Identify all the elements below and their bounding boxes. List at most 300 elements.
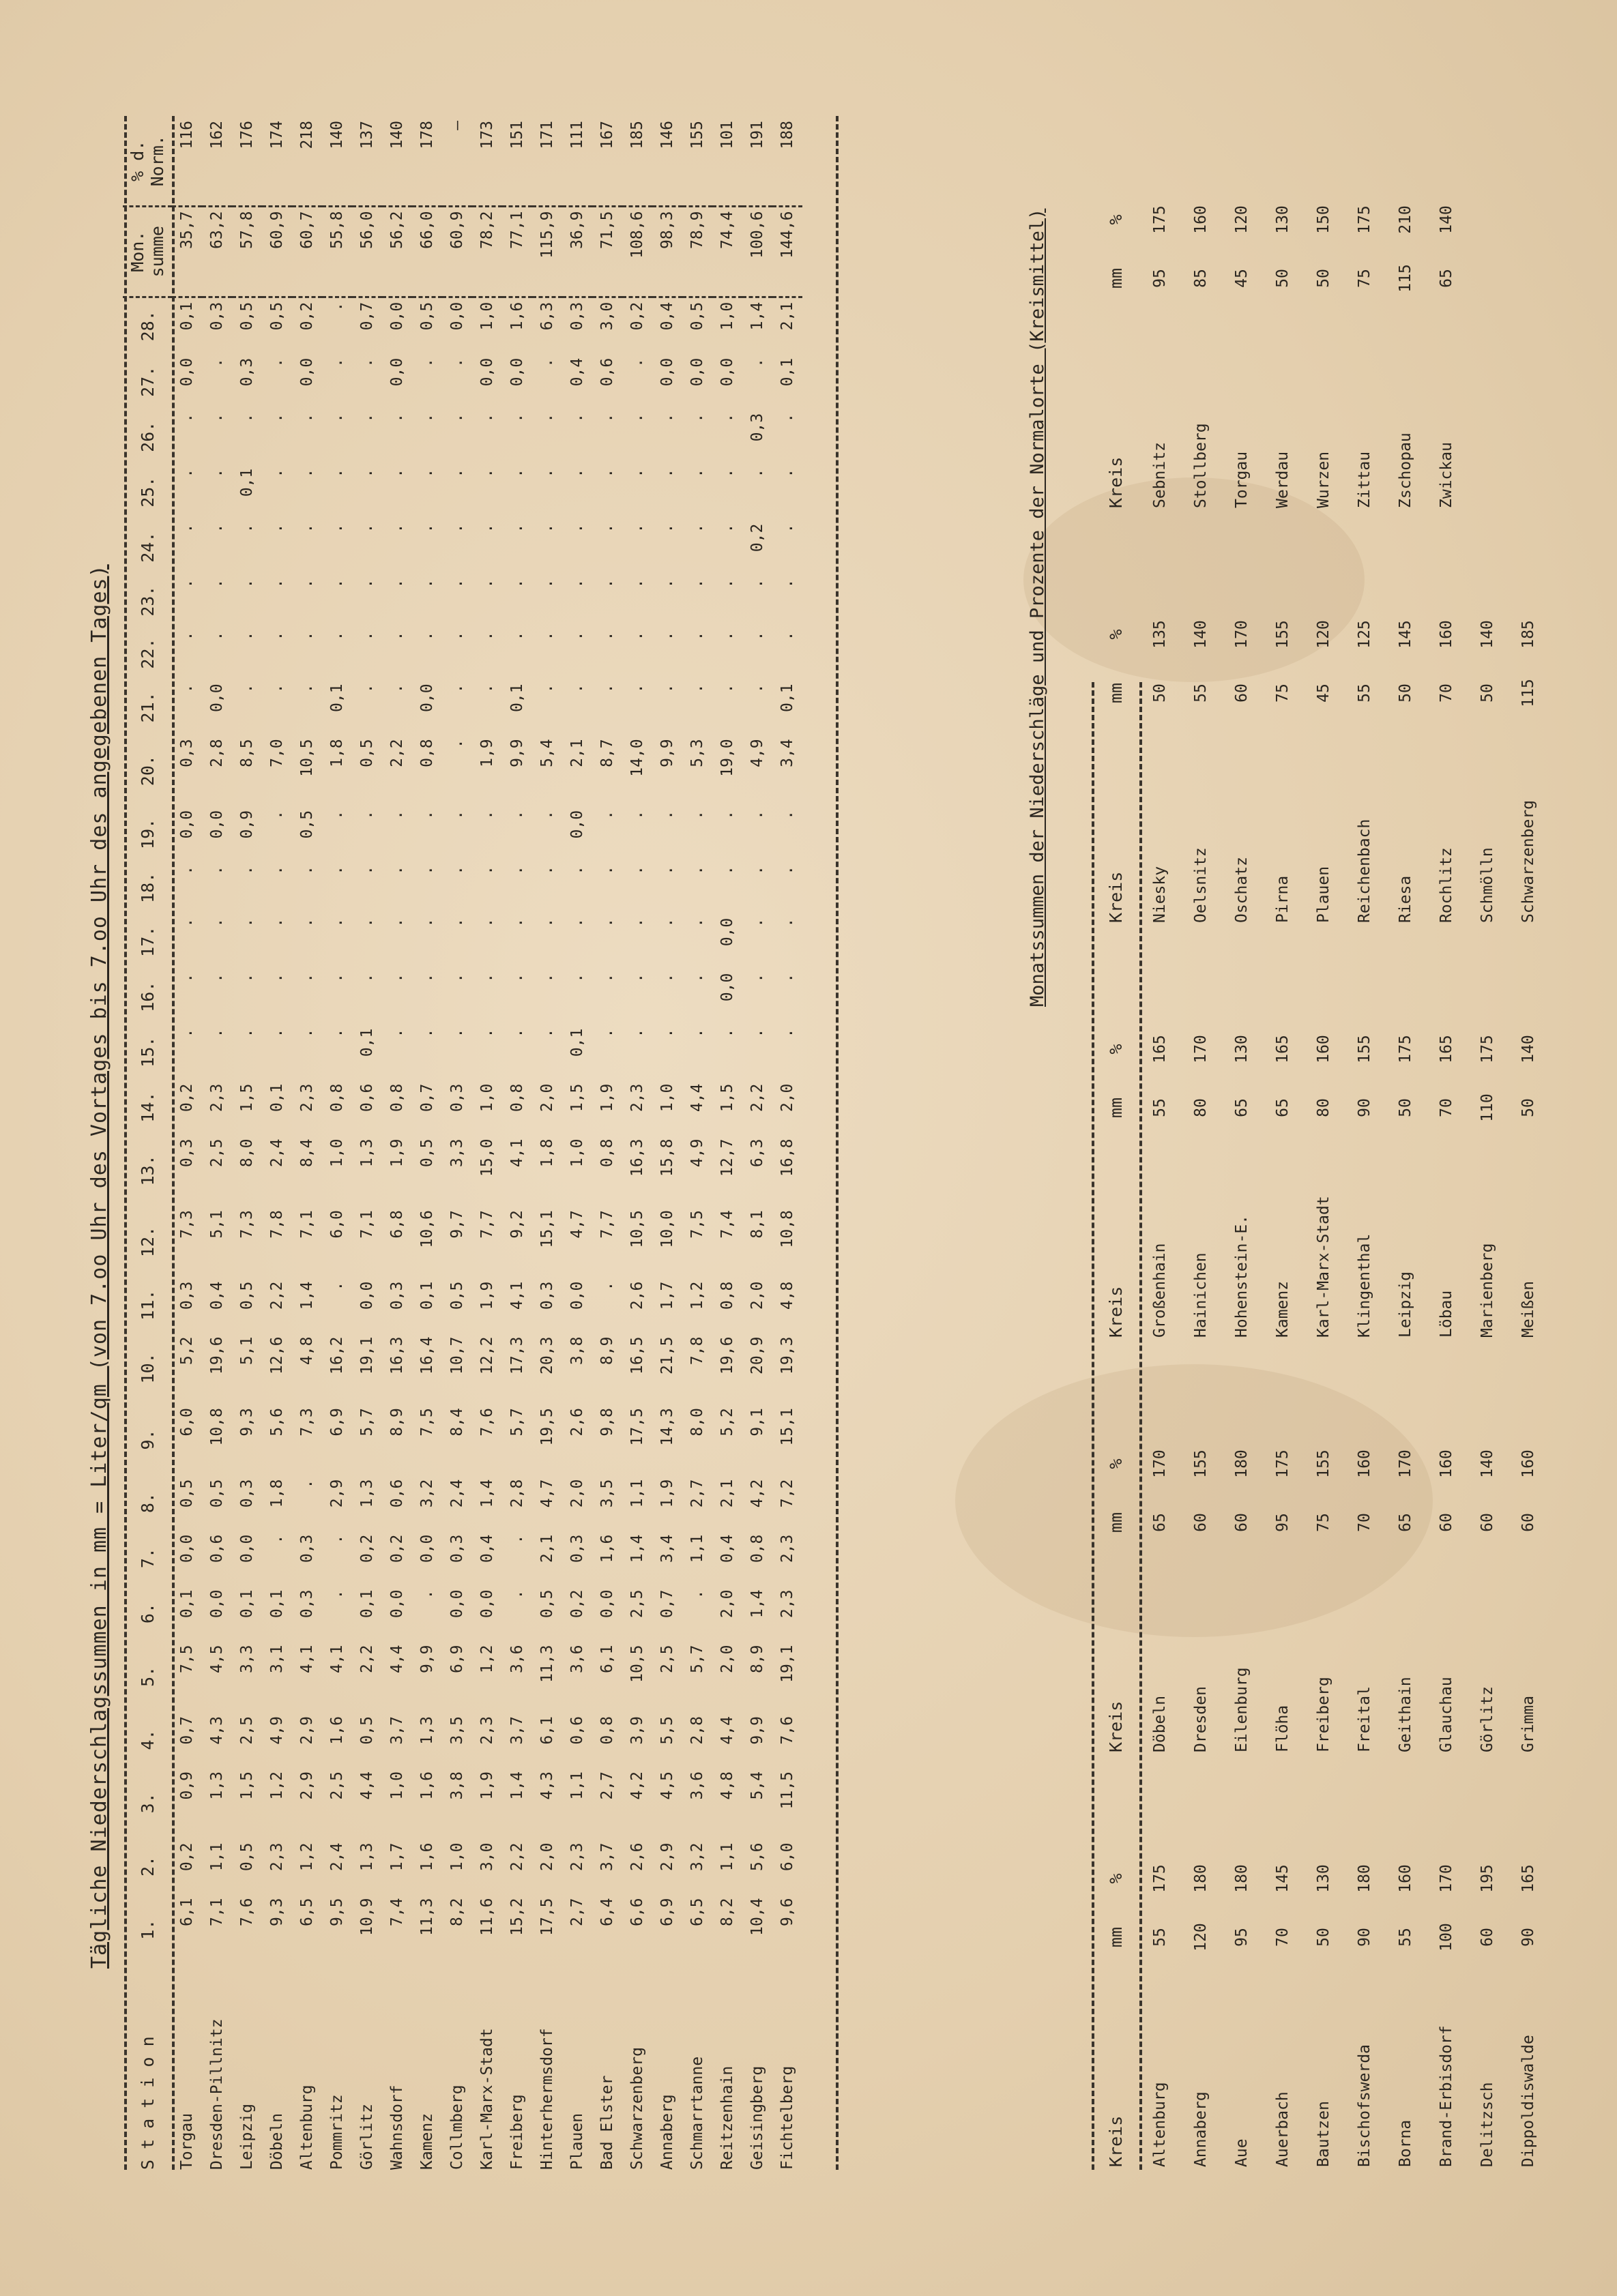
daily-value: 0,8: [388, 1083, 406, 1113]
daily-value: .: [328, 413, 346, 423]
daily-value: .: [748, 917, 766, 928]
daily-value: 0,8: [508, 1083, 526, 1113]
daily-value: .: [448, 810, 466, 820]
daily-value: .: [178, 917, 196, 928]
daily-value: .: [478, 1028, 496, 1038]
kreis-percent: 160: [1438, 1449, 1455, 1478]
daily-value: 2,4: [328, 1842, 346, 1872]
kreis-mm: 95: [1274, 1513, 1292, 1532]
daily-value: 19,3: [778, 1336, 796, 1374]
daily-value: .: [328, 1028, 346, 1038]
daily-value: .: [658, 973, 676, 983]
daily-value: 3,2: [418, 1479, 436, 1508]
daily-value: 1,7: [658, 1281, 676, 1310]
daily-value: 3,8: [448, 1771, 466, 1800]
kreis-mm: 55: [1192, 683, 1210, 703]
norm-header: mm: [1105, 1512, 1126, 1533]
kreis-name: Großenhain: [1151, 1243, 1169, 1338]
daily-value: .: [448, 523, 466, 533]
kreis-percent: 170: [1233, 620, 1251, 649]
daily-value: 0,1: [568, 1028, 586, 1057]
column-gap: [1467, 926, 1508, 1020]
station-name: Bad Elster: [598, 2075, 616, 2170]
daily-value: 3,9: [628, 1716, 646, 1745]
daily-value: 0,4: [568, 357, 586, 387]
station-name: Schwarzenberg: [628, 2046, 646, 2170]
daily-value: 10,8: [208, 1408, 226, 1446]
header-day: 26.: [137, 421, 158, 452]
table-row: [682, 117, 712, 2170]
kreis-name: Oelsnitz: [1192, 847, 1210, 923]
daily-value: .: [538, 631, 556, 641]
kreis-mm: [1467, 249, 1508, 308]
daily-value: 0,0: [598, 1589, 616, 1619]
column-gap: [1092, 926, 1139, 1020]
daily-value: 10,4: [748, 1898, 766, 1936]
daily-value: .: [538, 413, 556, 423]
kreis-mm: 50: [1478, 683, 1496, 703]
daily-value: .: [658, 631, 676, 641]
header-day: 7.: [137, 1548, 158, 1569]
daily-value: 19,5: [538, 1408, 556, 1446]
station-name: Hinterhermsdorf: [538, 2028, 556, 2170]
column-gap: [1385, 1340, 1426, 1434]
daily-value: .: [658, 578, 676, 589]
monthly-sum: 78,2: [472, 206, 502, 297]
column-gap: [1092, 511, 1139, 605]
monthly-sum: 98,3: [652, 206, 682, 297]
daily-value: 0,5: [538, 1589, 556, 1619]
daily-table-body: [172, 117, 802, 2170]
header-day: 15.: [137, 1036, 158, 1068]
column-gap: [1426, 511, 1467, 605]
percent-of-norm: 146: [652, 117, 682, 206]
percent-of-norm: 116: [172, 117, 202, 206]
daily-value: 0,2: [178, 1083, 196, 1113]
daily-value: 9,2: [508, 1210, 526, 1239]
column-gap: [1385, 511, 1426, 605]
table-row: [322, 117, 352, 2170]
kreis-name: Döbeln: [1151, 1695, 1169, 1752]
kreis-mm: 50: [1274, 269, 1292, 288]
daily-value: 7,2: [778, 1479, 796, 1508]
kreis-name: Klingenthal: [1356, 1233, 1373, 1338]
station-name: Leipzig: [238, 2104, 256, 2170]
kreis-name: Oschatz: [1233, 857, 1251, 923]
table-row: [202, 117, 232, 2170]
daily-value: .: [778, 973, 796, 983]
column-gap: [1344, 1755, 1385, 1849]
daily-value: .: [178, 578, 196, 589]
kreis-name: Eilenburg: [1233, 1667, 1251, 1752]
daily-value: 7,3: [298, 1408, 316, 1437]
daily-value: .: [568, 973, 586, 983]
daily-value: 0,1: [778, 683, 796, 712]
kreis-name: Annaberg: [1192, 2091, 1210, 2167]
column-gap: [1180, 926, 1221, 1020]
daily-value: 0,3: [448, 1083, 466, 1113]
page-title: Tägliche Niederschlagssummen in mm = Liter/qm (von 7.oo Uhr des Vortages bis 7.oo Uhr des angegebenen Tages): [87, 564, 111, 1969]
daily-value: 4,1: [508, 1281, 526, 1310]
daily-value: .: [418, 917, 436, 928]
kreis-mm: 70: [1356, 1513, 1373, 1532]
daily-value: .: [418, 357, 436, 368]
kreis-mm: 100: [1438, 1923, 1455, 1952]
kreis-percent: 175: [1274, 1449, 1292, 1478]
daily-value: .: [658, 683, 676, 694]
header-monthly-sum: [123, 206, 172, 297]
daily-value: 4,5: [208, 1645, 226, 1674]
daily-value: 8,9: [748, 1645, 766, 1674]
kreis-mm: 65: [1397, 1513, 1414, 1532]
kreis-percent: 130: [1315, 1864, 1332, 1893]
monthly-sum: 74,4: [712, 206, 742, 297]
daily-value: 1,6: [418, 1771, 436, 1800]
daily-value: 4,4: [718, 1716, 736, 1745]
daily-value: 0,1: [418, 1281, 436, 1310]
daily-value: .: [418, 413, 436, 423]
daily-value: 6,1: [538, 1716, 556, 1745]
daily-value: 0,1: [508, 683, 526, 712]
kreis-percent: 135: [1151, 620, 1169, 649]
column-gap: [1385, 1755, 1426, 1849]
header-day: 6.: [137, 1602, 158, 1624]
percent-of-norm: 188: [772, 117, 802, 206]
daily-value: 0,0: [178, 357, 196, 387]
percent-of-norm: 167: [592, 117, 622, 206]
daily-value: 2,3: [208, 1083, 226, 1113]
column-gap: [1139, 1755, 1180, 1849]
kreis-name: Hainichen: [1192, 1252, 1210, 1338]
daily-value: .: [598, 683, 616, 694]
daily-value: 7,4: [718, 1210, 736, 1239]
daily-value: .: [688, 1589, 706, 1600]
daily-value: .: [238, 865, 256, 875]
kreis-mm: 65: [1274, 1098, 1292, 1117]
daily-value: 12,7: [718, 1138, 736, 1177]
daily-value: .: [298, 1028, 316, 1038]
daily-value: .: [748, 578, 766, 589]
daily-value: 4,1: [328, 1645, 346, 1674]
header-day: 25.: [137, 476, 158, 507]
daily-value: .: [688, 973, 706, 983]
kreis-percent: 175: [1151, 1864, 1169, 1893]
monthly-sum: 108,6: [622, 206, 652, 297]
kreis-percent: 195: [1478, 1864, 1496, 1893]
norm-header: %: [1105, 1044, 1126, 1055]
daily-value: 1,0: [658, 1083, 676, 1113]
kreis-name: Freiberg: [1315, 1677, 1332, 1752]
daily-value: 0,4: [208, 1281, 226, 1310]
daily-value: 0,0: [388, 1589, 406, 1619]
daily-value: 0,9: [178, 1771, 196, 1800]
daily-value: .: [178, 865, 196, 875]
daily-value: 0,5: [238, 1281, 256, 1310]
daily-value: 2,0: [748, 1281, 766, 1310]
daily-value: .: [268, 973, 286, 983]
daily-value: .: [208, 917, 226, 928]
daily-value: 0,0: [298, 357, 316, 387]
daily-value: 4,9: [688, 1138, 706, 1168]
daily-value: .: [718, 468, 736, 478]
daily-value: 6,3: [748, 1138, 766, 1168]
daily-value: 12,6: [268, 1336, 286, 1374]
daily-value: 0,5: [688, 301, 706, 331]
daily-value: .: [418, 578, 436, 589]
daily-value: 0,5: [358, 1716, 376, 1745]
daily-value: 1,9: [658, 1479, 676, 1508]
kreis-mm: 60: [1192, 1513, 1210, 1532]
daily-value: 4,2: [628, 1771, 646, 1800]
daily-value: .: [538, 865, 556, 875]
daily-value: .: [508, 973, 526, 983]
daily-value: 5,4: [538, 739, 556, 767]
daily-value: .: [778, 1028, 796, 1038]
daily-value: .: [358, 413, 376, 423]
column-gap: [1344, 511, 1385, 605]
daily-value: .: [628, 413, 646, 423]
daily-value: 4,8: [778, 1281, 796, 1310]
daily-value: 11,3: [538, 1645, 556, 1683]
column-gap: [1180, 1755, 1221, 1849]
daily-value: 3,0: [598, 301, 616, 331]
daily-value: .: [388, 810, 406, 820]
daily-value: .: [268, 865, 286, 875]
daily-value: .: [298, 578, 316, 589]
daily-value: 0,1: [358, 1028, 376, 1057]
daily-value: 2,6: [628, 1842, 646, 1872]
daily-value: 7,5: [688, 1210, 706, 1239]
kreis-percent: 170: [1438, 1864, 1455, 1893]
header-percent: Norm.: [147, 135, 167, 187]
column-gap: [1426, 1340, 1467, 1434]
daily-value: .: [238, 683, 256, 694]
kreis-name: Kamenz: [1274, 1280, 1292, 1338]
header-day: 1.: [137, 1919, 158, 1940]
daily-value: .: [328, 1281, 346, 1291]
daily-value: .: [328, 865, 346, 875]
daily-value: 0,8: [328, 1083, 346, 1113]
daily-value: .: [208, 631, 226, 641]
column-gap: [1344, 1340, 1385, 1434]
daily-value: 0,5: [268, 301, 286, 331]
daily-value: 6,0: [778, 1842, 796, 1872]
kreis-name: Auerbach: [1274, 2091, 1292, 2167]
norm-header: %: [1105, 1458, 1126, 1469]
table-row: [502, 117, 532, 2170]
monthly-sum: 55,8: [322, 206, 352, 297]
kreis-mm: 65: [1151, 1513, 1169, 1532]
station-name: Reitzenhain: [718, 2065, 736, 2170]
kreis-percent: 170: [1397, 1449, 1414, 1478]
daily-value: 0,3: [538, 1281, 556, 1310]
daily-value: 15,8: [658, 1138, 676, 1177]
header-day: 23.: [137, 585, 158, 617]
daily-value: 9,9: [658, 739, 676, 767]
daily-value: 0,4: [718, 1534, 736, 1563]
daily-value: 3,5: [448, 1716, 466, 1745]
daily-value: .: [598, 917, 616, 928]
daily-value: 0,1: [178, 1589, 196, 1619]
daily-value: 6,8: [388, 1210, 406, 1239]
station-name: Döbeln: [268, 2113, 286, 2170]
daily-value: 7,7: [598, 1210, 616, 1239]
daily-value: 4,2: [748, 1479, 766, 1508]
daily-value: .: [358, 357, 376, 368]
daily-value: 0,0: [568, 1281, 586, 1310]
daily-value: 15,2: [508, 1898, 526, 1936]
daily-value: .: [628, 973, 646, 983]
daily-value: 0,0: [508, 357, 526, 387]
kreis-name: [1508, 308, 1549, 511]
daily-value: .: [268, 1028, 286, 1038]
daily-value: 20,3: [538, 1336, 556, 1374]
kreis-percent: 120: [1233, 205, 1251, 234]
daily-value: 1,0: [448, 1842, 466, 1872]
header-day: 2.: [137, 1855, 158, 1877]
daily-value: .: [568, 683, 586, 694]
kreis-name: Freital: [1356, 1686, 1373, 1752]
daily-value: .: [238, 973, 256, 983]
daily-value: .: [208, 865, 226, 875]
daily-value: 1,4: [298, 1281, 316, 1310]
daily-value: 3,2: [688, 1842, 706, 1872]
daily-value: 0,0: [178, 810, 196, 839]
daily-value: 6,9: [658, 1898, 676, 1927]
daily-value: 0,1: [178, 301, 196, 331]
daily-value: .: [208, 523, 226, 533]
kreis-name: Werdau: [1274, 451, 1292, 508]
daily-value: 0,0: [358, 1281, 376, 1310]
daily-value: 9,5: [328, 1898, 346, 1927]
daily-value: 7,6: [478, 1408, 496, 1437]
daily-value: .: [388, 468, 406, 478]
station-name: Geisingberg: [748, 2065, 766, 2170]
daily-value: .: [538, 357, 556, 368]
daily-value: 16,3: [628, 1138, 646, 1177]
monthly-sum: 100,6: [742, 206, 772, 297]
daily-value: .: [568, 917, 586, 928]
norm-header: Kreis: [1105, 2115, 1126, 2167]
station-name: Annaberg: [658, 2094, 676, 2170]
daily-value: 8,4: [298, 1138, 316, 1168]
kreis-name: Aue: [1233, 2138, 1251, 2167]
daily-value: .: [178, 523, 196, 533]
header-day: 10.: [137, 1353, 158, 1384]
kreis-percent: 180: [1356, 1864, 1373, 1893]
daily-value: 4,4: [388, 1645, 406, 1674]
column-gap: [1344, 926, 1385, 1020]
daily-value: .: [748, 973, 766, 983]
daily-value: .: [748, 631, 766, 641]
daily-value: 2,8: [508, 1479, 526, 1508]
header-day: 13.: [137, 1155, 158, 1186]
station-name: Wahnsdorf: [388, 2085, 406, 2170]
daily-value: .: [238, 578, 256, 589]
kreis-mm: [1508, 249, 1549, 308]
daily-value: .: [508, 523, 526, 533]
daily-value: .: [178, 631, 196, 641]
norm-header: Kreis: [1105, 1286, 1126, 1338]
daily-value: 0,1: [328, 683, 346, 712]
daily-value: .: [508, 578, 526, 589]
daily-value: .: [328, 357, 346, 368]
kreis-name: Görlitz: [1478, 1686, 1496, 1752]
norm-header: %: [1105, 629, 1126, 640]
kreis-percent: 125: [1356, 620, 1373, 649]
station-name: Görlitz: [358, 2104, 376, 2170]
daily-value: .: [388, 1028, 406, 1038]
header-day: 5.: [137, 1666, 158, 1687]
daily-value: 9,1: [748, 1408, 766, 1437]
daily-value: 4,1: [298, 1645, 316, 1674]
daily-value: .: [778, 523, 796, 533]
header-percent-norm: [123, 117, 172, 206]
daily-value: .: [178, 1028, 196, 1038]
daily-value: 2,9: [328, 1479, 346, 1508]
monthly-sum: 115,9: [532, 206, 562, 297]
kreis-percent: 155: [1315, 1449, 1332, 1478]
kreis-mm: 75: [1356, 269, 1373, 288]
daily-value: 6,4: [598, 1898, 616, 1927]
kreis-percent: 170: [1151, 1449, 1169, 1478]
daily-value: 9,7: [448, 1210, 466, 1239]
daily-value: 0,2: [358, 1534, 376, 1563]
daily-value: .: [448, 631, 466, 641]
daily-value: 2,3: [268, 1842, 286, 1872]
daily-value: .: [778, 917, 796, 928]
daily-value: .: [628, 357, 646, 368]
daily-value: 8,7: [598, 739, 616, 767]
daily-value: 1,4: [748, 301, 766, 331]
daily-value: .: [568, 468, 586, 478]
daily-value: .: [268, 683, 286, 694]
norm-header: Kreis: [1105, 1701, 1126, 1752]
daily-value: .: [598, 1281, 616, 1291]
daily-value: .: [358, 865, 376, 875]
daily-value: 14,3: [658, 1408, 676, 1446]
daily-value: 3,7: [508, 1716, 526, 1745]
daily-value: 19,6: [718, 1336, 736, 1374]
daily-value: 12,2: [478, 1336, 496, 1374]
daily-value: 2,3: [568, 1842, 586, 1872]
daily-value: 4,8: [298, 1336, 316, 1366]
daily-value: .: [778, 810, 796, 820]
header-day: 16.: [137, 981, 158, 1012]
daily-value: .: [418, 631, 436, 641]
column-gap: [1303, 926, 1344, 1020]
monthly-sum: 56,0: [352, 206, 382, 297]
kreis-name: Brand-Erbisdorf: [1438, 2025, 1455, 2167]
header-day: 14.: [137, 1091, 158, 1123]
daily-value: .: [268, 468, 286, 478]
kreis-name: Hohenstein-E.: [1233, 1214, 1251, 1338]
daily-value: .: [298, 468, 316, 478]
daily-value: .: [718, 578, 736, 589]
kreis-mm: 115: [1397, 264, 1414, 293]
daily-value: .: [688, 810, 706, 820]
table-row: [382, 117, 412, 2170]
daily-value: 0,0: [478, 1589, 496, 1619]
kreis-percent: 165: [1274, 1035, 1292, 1063]
table-row: [262, 117, 292, 2170]
daily-value: 1,2: [688, 1281, 706, 1310]
daily-value: 0,7: [358, 301, 376, 331]
daily-value: .: [448, 413, 466, 423]
daily-value: .: [688, 683, 706, 694]
daily-value: 1,2: [268, 1771, 286, 1800]
daily-value: .: [388, 578, 406, 589]
